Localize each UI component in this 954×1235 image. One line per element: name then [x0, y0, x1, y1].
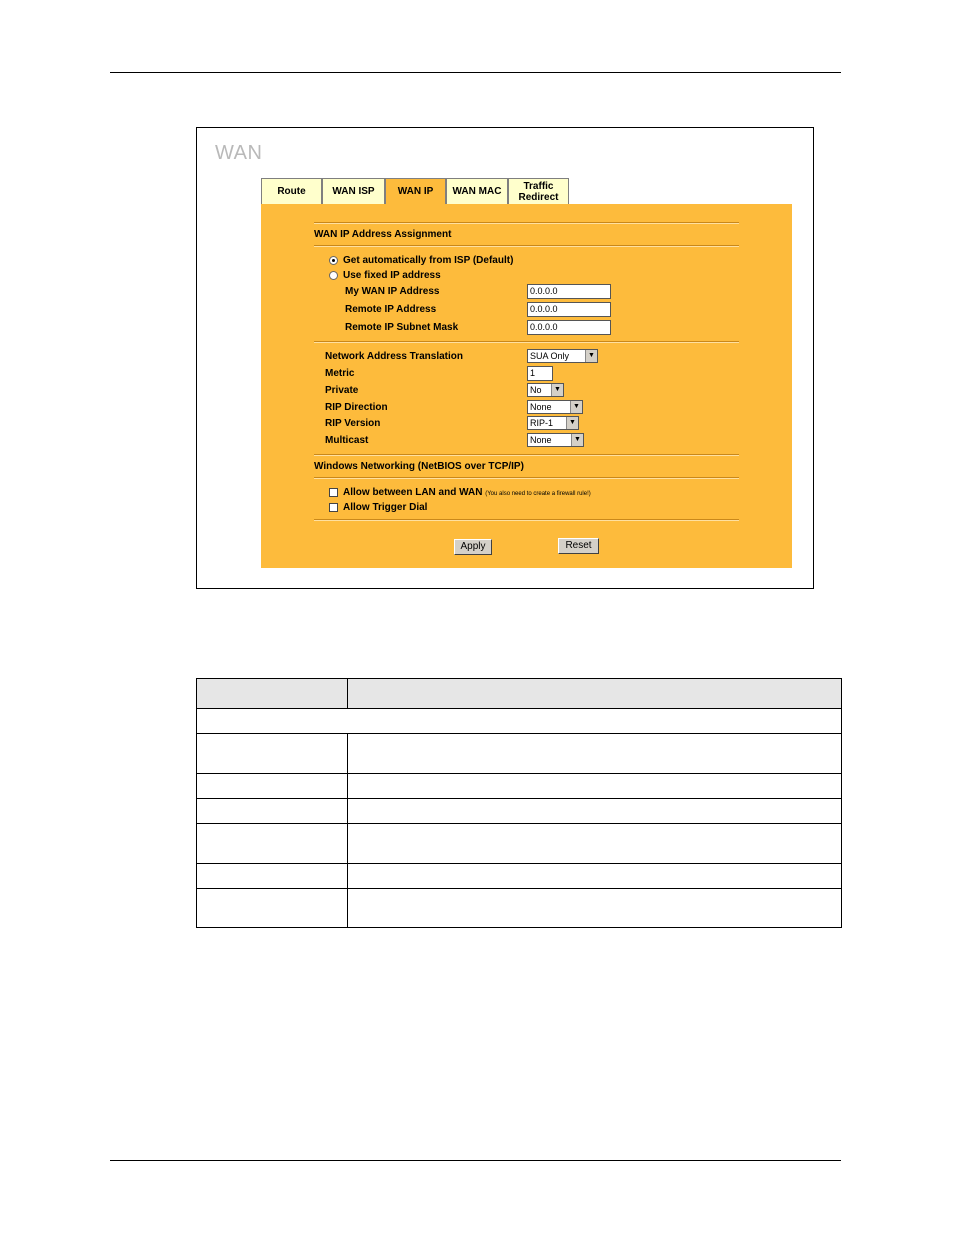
metric-input[interactable]: 1	[527, 366, 553, 381]
firewall-rule-note: (You also need to create a firewall rule!)	[485, 491, 591, 497]
table-row	[197, 824, 842, 864]
table-row	[197, 774, 842, 799]
allow-trigger-dial-checkbox[interactable]	[329, 503, 338, 512]
page-title: WAN	[215, 142, 263, 164]
table-cell	[348, 889, 842, 928]
footer-rule	[110, 1160, 841, 1161]
tab-traffic-redirect-line: Redirect	[518, 191, 559, 203]
header-rule	[110, 72, 841, 73]
my-wan-ip-label: My WAN IP Address	[345, 286, 440, 297]
ip-assignment-heading: WAN IP Address Assignment	[314, 229, 452, 240]
apply-button[interactable]: Apply	[454, 539, 492, 555]
table-cell	[197, 734, 348, 774]
allow-lan-wan-checkbox[interactable]	[329, 488, 338, 497]
tab-wan-mac[interactable]: WAN MAC	[446, 178, 508, 204]
private-select[interactable]	[527, 383, 564, 397]
chevron-down-icon: ▼	[571, 434, 583, 446]
table-cell	[348, 774, 842, 799]
table-cell	[348, 734, 842, 774]
table-header-row	[197, 679, 842, 709]
auto-ip-label: Get automatically from ISP (Default)	[343, 255, 514, 266]
nat-select[interactable]	[527, 349, 598, 363]
remote-ip-input[interactable]: 0.0.0.0	[527, 302, 611, 317]
allow-lan-wan-text: Allow between LAN and WAN	[343, 487, 483, 498]
metric-label: Metric	[325, 368, 355, 379]
table-cell	[197, 709, 842, 734]
table-cell	[197, 889, 348, 928]
rip-direction-label: RIP Direction	[325, 402, 388, 413]
divider	[314, 341, 739, 343]
multicast-select[interactable]	[527, 433, 584, 447]
reset-button[interactable]: Reset	[558, 538, 599, 554]
fixed-ip-label: Use fixed IP address	[343, 270, 441, 281]
tab-route[interactable]: Route	[261, 178, 322, 204]
table-header-cell	[348, 679, 842, 709]
tab-traffic-redirect-line: Traffic	[523, 180, 554, 192]
divider	[314, 222, 739, 224]
table-cell	[197, 824, 348, 864]
nat-select-value: SUA Only	[530, 351, 570, 361]
multicast-select-value: None	[530, 435, 552, 445]
remote-mask-input[interactable]: 0.0.0.0	[527, 320, 611, 335]
nat-label: Network Address Translation	[325, 351, 463, 362]
table-cell	[197, 864, 348, 889]
rip-direction-select[interactable]	[527, 400, 583, 414]
rip-version-select-value: RIP-1	[530, 418, 554, 428]
table-row	[197, 709, 842, 734]
multicast-label: Multicast	[325, 435, 369, 446]
table-row	[197, 889, 842, 928]
table-cell	[197, 774, 348, 799]
rip-version-select[interactable]	[527, 416, 579, 430]
table-row	[197, 799, 842, 824]
field-description-table	[196, 678, 842, 928]
remote-ip-label: Remote IP Address	[345, 304, 437, 315]
table-row	[197, 864, 842, 889]
auto-ip-radio[interactable]	[329, 256, 338, 265]
allow-trigger-dial-label: Allow Trigger Dial	[343, 502, 428, 513]
table-row	[197, 734, 842, 774]
tab-traffic-redirect[interactable]	[508, 178, 569, 204]
tab-bar	[261, 178, 569, 204]
divider	[314, 519, 739, 521]
wan-screenshot-frame	[196, 127, 814, 589]
chevron-down-icon: ▼	[566, 417, 578, 429]
divider	[314, 245, 739, 247]
table-cell	[348, 824, 842, 864]
divider	[314, 454, 739, 456]
rip-version-label: RIP Version	[325, 418, 381, 429]
private-select-value: No	[530, 385, 542, 395]
table-cell	[197, 799, 348, 824]
chevron-down-icon: ▼	[570, 401, 582, 413]
tab-wan-isp[interactable]: WAN ISP	[322, 178, 385, 204]
rip-direction-select-value: None	[530, 402, 552, 412]
tab-traffic-redirect-label	[518, 181, 558, 203]
table-cell	[348, 799, 842, 824]
remote-mask-label: Remote IP Subnet Mask	[345, 322, 459, 333]
wan-ip-panel	[261, 204, 792, 568]
divider	[314, 477, 739, 479]
allow-lan-wan-label	[343, 487, 591, 498]
table-cell	[348, 864, 842, 889]
netbios-heading: Windows Networking (NetBIOS over TCP/IP)	[314, 461, 524, 472]
tab-wan-ip[interactable]: WAN IP	[385, 178, 446, 204]
private-label: Private	[325, 385, 359, 396]
table-header-cell	[197, 679, 348, 709]
my-wan-ip-input[interactable]: 0.0.0.0	[527, 284, 611, 299]
chevron-down-icon: ▼	[551, 384, 563, 396]
fixed-ip-radio[interactable]	[329, 271, 338, 280]
chevron-down-icon: ▼	[585, 350, 597, 362]
